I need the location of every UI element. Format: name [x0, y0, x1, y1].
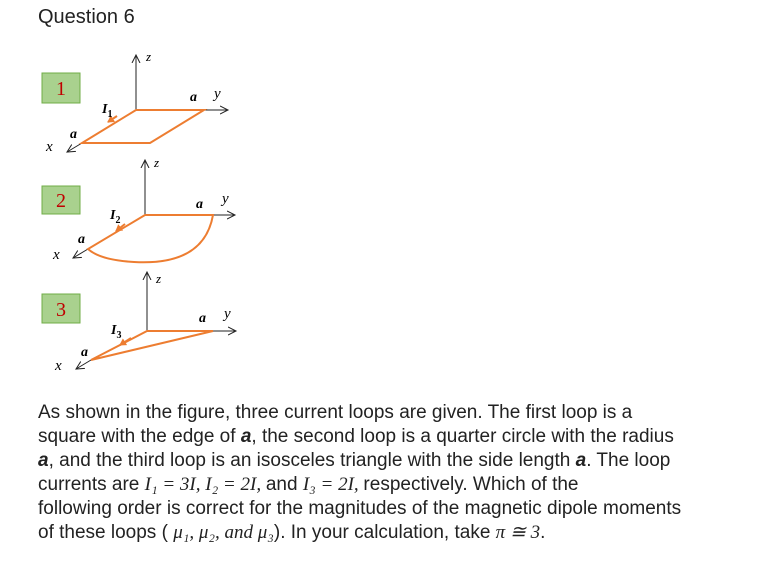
loop-2-side-label-y: a — [196, 197, 203, 212]
loop-3-triangle — [91, 331, 213, 360]
loop-2-diagram — [42, 155, 235, 263]
loop-1-side-label-x: a — [70, 127, 77, 142]
loop-1-square — [82, 110, 204, 143]
loop-1-diagram — [42, 49, 228, 155]
loop-2-x-label: x — [53, 247, 60, 263]
loop-3-current-arrow — [120, 338, 131, 345]
loop-1-x-label: x — [46, 139, 53, 155]
loop-3-side-label-x: a — [81, 345, 88, 360]
loop-1-z-label: z — [146, 49, 152, 64]
loop-2-side-label-x: a — [78, 232, 85, 247]
question-title: Question 6 — [38, 6, 135, 28]
loop-2-x-axis — [73, 249, 88, 258]
current-eq-3: I₃ = 2I, — [302, 474, 364, 495]
loop-3-side-label-y: a — [199, 311, 206, 326]
loop-3-number: 3 — [56, 299, 66, 321]
loop-3-x-axis — [76, 360, 91, 369]
loop-2-y-label: y — [222, 191, 229, 207]
question-line-2: square with the edge of a, the second loop is a quarter circle with the radius — [38, 426, 674, 447]
loop-1-side-label-y: a — [190, 90, 197, 105]
question-line-1: As shown in the figure, three current loops are given. The first loop is a — [38, 402, 633, 423]
pi-approximation: π ≅ 3 — [495, 522, 541, 543]
question-line-6: of these loops ( μ₁, μ₂, and μ₃). In your calculation, take π ≅ 3. — [38, 522, 546, 543]
loop-3-z-label: z — [156, 271, 162, 286]
question-line-4: currents are I₁ = 3I, I₂ = 2I, and I₃ = 2I, respectively. Which of the — [38, 474, 579, 495]
loop-3-y-label: y — [224, 306, 231, 322]
current-eq-2: I₂ = 2I, — [205, 474, 266, 495]
loop-1-number: 1 — [56, 78, 66, 100]
question-text — [38, 401, 758, 545]
dipole-moments: μ₁, μ₂, and μ₃ — [173, 522, 274, 543]
loop-2-z-label: z — [154, 155, 160, 170]
loop-1-current-label: $I_1$ — [102, 102, 113, 120]
loop-3-current-label: $I_3$ — [111, 323, 122, 341]
question-line-3: a, and the third loop is an isosceles triangle with the side length a. The loop — [38, 450, 671, 471]
loop-3-diagram — [42, 271, 236, 374]
loop-1-x-axis — [67, 143, 82, 152]
question-line-5: following order is correct for the magnitudes of the magnetic dipole moments — [38, 498, 682, 519]
loop-2-quarter-circle — [88, 215, 213, 262]
loop-3-x-label: x — [55, 358, 62, 374]
loop-1-y-label: y — [214, 86, 221, 102]
loop-2-number: 2 — [56, 190, 66, 212]
loop-2-current-label: $I_2$ — [110, 208, 121, 226]
current-eq-1: I₁ = 3I, — [144, 474, 206, 495]
